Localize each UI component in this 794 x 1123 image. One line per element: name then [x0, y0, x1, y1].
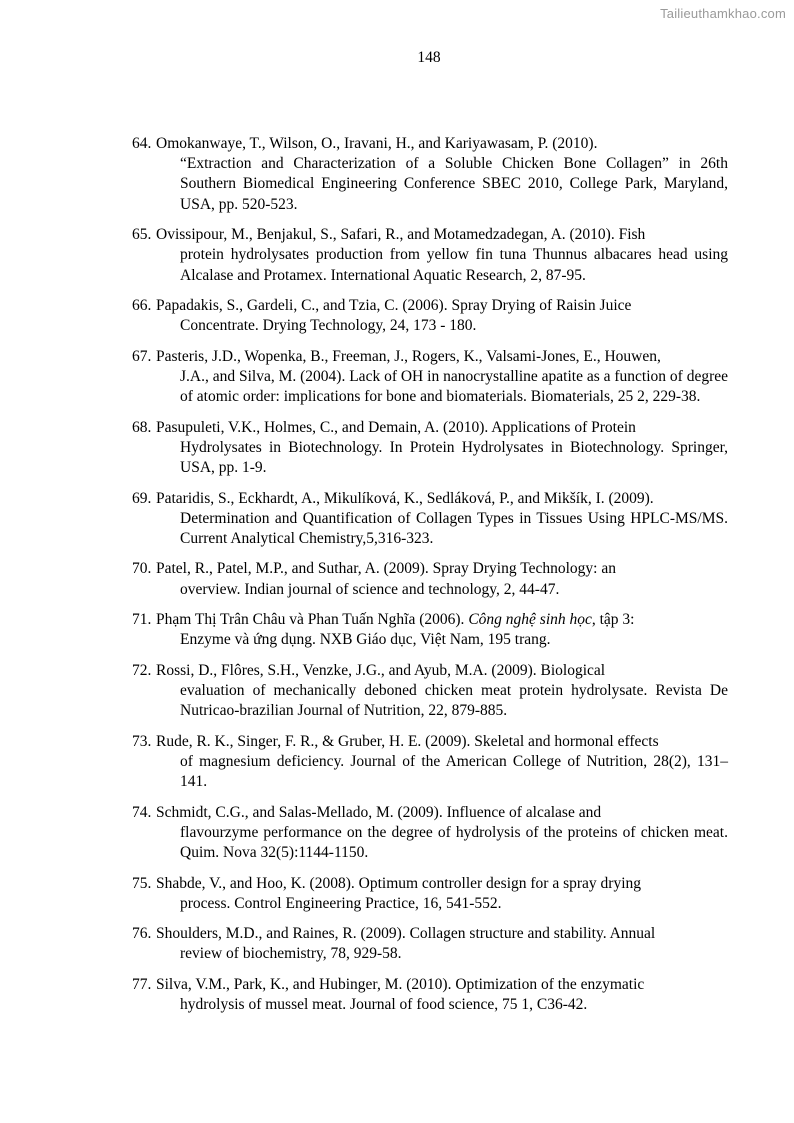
- reference-text: overview. Indian journal of science and technology, 2, 44-47.: [180, 580, 560, 598]
- reference-first-line: Rossi, D., Flôres, S.H., Venzke, J.G., and Ayub, M.A. (2009). Biological: [156, 661, 606, 679]
- reference-first-line: Shoulders, M.D., and Raines, R. (2009). Collagen structure and stability. Annual: [156, 925, 656, 943]
- reference-item: [132, 610, 728, 650]
- reference-list: [132, 134, 728, 1026]
- reference-item: [132, 489, 728, 550]
- reference-first-line: Pasteris, J.D., Wopenka, B., Freeman, J., Rogers, K., Valsami-Jones, E., Houwen,: [156, 347, 661, 365]
- reference-first-line: Papadakis, S., Gardeli, C., and Tzia, C. (2006). Spray Drying of Raisin Juice: [156, 297, 632, 315]
- reference-text: Determination and Quantification of Collagen Types in Tissues Using HPLC-MS/MS. Current Analytical Chemistry,5,316-323.: [180, 509, 728, 547]
- reference-item: [132, 296, 728, 336]
- reference-first-text: Phạm Thị Trân Châu và Phan Tuấn Nghĩa (2006).: [156, 611, 469, 629]
- reference-first-line: [156, 610, 728, 630]
- reference-number: 65.: [132, 226, 152, 244]
- reference-number: 69.: [132, 489, 152, 507]
- reference-number: 74.: [132, 803, 152, 821]
- reference-text: process. Control Engineering Practice, 16, 541-552.: [180, 894, 502, 912]
- reference-number: 66.: [132, 297, 152, 315]
- reference-first-line: Pataridis, S., Eckhardt, A., Mikulíková, K., Sedláková, P., and Mikšík, I. (2009).: [156, 489, 654, 507]
- reference-item: [132, 347, 728, 408]
- reference-first-line: Shabde, V., and Hoo, K. (2008). Optimum controller design for a spray drying: [156, 874, 642, 892]
- reference-number: 73.: [132, 732, 152, 750]
- reference-first-line: Rude, R. K., Singer, F. R., & Gruber, H. E. (2009). Skeletal and hormonal effects: [156, 732, 659, 750]
- reference-first-line: Schmidt, C.G., and Salas-Mellado, M. (2009). Influence of alcalase and: [156, 803, 602, 821]
- reference-text: review of biochemistry, 78, 929-58.: [180, 945, 402, 963]
- reference-item: [132, 559, 728, 599]
- reference-item: [132, 732, 728, 793]
- reference-first-line: Patel, R., Patel, M.P., and Suthar, A. (2009). Spray Drying Technology: an: [156, 560, 616, 578]
- reference-first-line: Pasupuleti, V.K., Holmes, C., and Demain, A. (2010). Applications of Protein: [156, 418, 636, 436]
- reference-book-title: Công nghệ sinh học: [468, 611, 592, 629]
- reference-number: 70.: [132, 560, 152, 578]
- reference-text: Concentrate. Drying Technology, 24, 173 - 180.: [180, 317, 477, 335]
- reference-number: 71.: [132, 611, 152, 629]
- reference-text: hydrolysis of mussel meat. Journal of food science, 75 1, C36-42.: [180, 996, 588, 1014]
- reference-item: [132, 975, 728, 1015]
- reference-number: 67.: [132, 347, 152, 365]
- reference-text: “Extraction and Characterization of a Soluble Chicken Bone Collagen” in 26th Southern Biomedical Engineering Conference SBEC 2010, College Park, Maryland, USA, pp. 520-523.: [180, 155, 728, 213]
- watermark-text: Tailieuthamkhao.com: [660, 6, 786, 21]
- reference-text: protein hydrolysates production from yellow fin tuna Thunnus albacares head using Alcalase and Protamex. International Aquatic Research, 2, 87-95.: [180, 246, 728, 284]
- reference-first-text-tail: , tập 3:: [591, 611, 635, 629]
- reference-text: of magnesium deficiency. Journal of the American College of Nutrition, 28(2), 131–141.: [180, 752, 728, 791]
- reference-number: 75.: [132, 874, 152, 892]
- reference-number: 72.: [132, 661, 152, 679]
- reference-number: 76.: [132, 925, 152, 943]
- reference-item: [132, 874, 728, 914]
- reference-text: Enzyme và ứng dụng. NXB Giáo dục, Việt Nam, 195 trang.: [180, 631, 551, 649]
- reference-text: Hydrolysates in Biotechnology. In Protein Hydrolysates in Biotechnology. Springer, USA, pp. 1-9.: [180, 438, 728, 477]
- reference-item: [132, 134, 728, 215]
- reference-item: [132, 418, 728, 479]
- page-number: 148: [417, 49, 441, 66]
- reference-text: evaluation of mechanically deboned chicken meat protein hydrolysate. Revista De Nutricao-brazilian Journal of Nutrition, 22, 879-885.: [180, 682, 728, 720]
- reference-item: [132, 803, 728, 864]
- reference-item: [132, 661, 728, 722]
- reference-number: 64.: [132, 135, 152, 152]
- reference-item: [132, 225, 728, 286]
- reference-text: J.A., and Silva, M. (2004). Lack of OH in nanocrystalline apatite as a function of degree of atomic order: implications for bone and biomaterials. Biomaterials, 25 2, 229-38.: [180, 367, 728, 406]
- reference-item: [132, 924, 728, 964]
- reference-number: 77.: [132, 975, 152, 993]
- reference-first-line: Ovissipour, M., Benjakul, S., Safari, R., and Motamedzadegan, A. (2010). Fish: [156, 226, 646, 244]
- reference-first-line: Omokanwaye, T., Wilson, O., Iravani, H., and Kariyawasam, P. (2010).: [156, 135, 598, 152]
- reference-first-line: Silva, V.M., Park, K., and Hubinger, M. (2010). Optimization of the enzymatic: [156, 975, 645, 993]
- reference-text: flavourzyme performance on the degree of hydrolysis of the proteins of chicken meat. Quim. Nova 32(5):1144-1150.: [180, 823, 728, 862]
- reference-number: 68.: [132, 418, 152, 436]
